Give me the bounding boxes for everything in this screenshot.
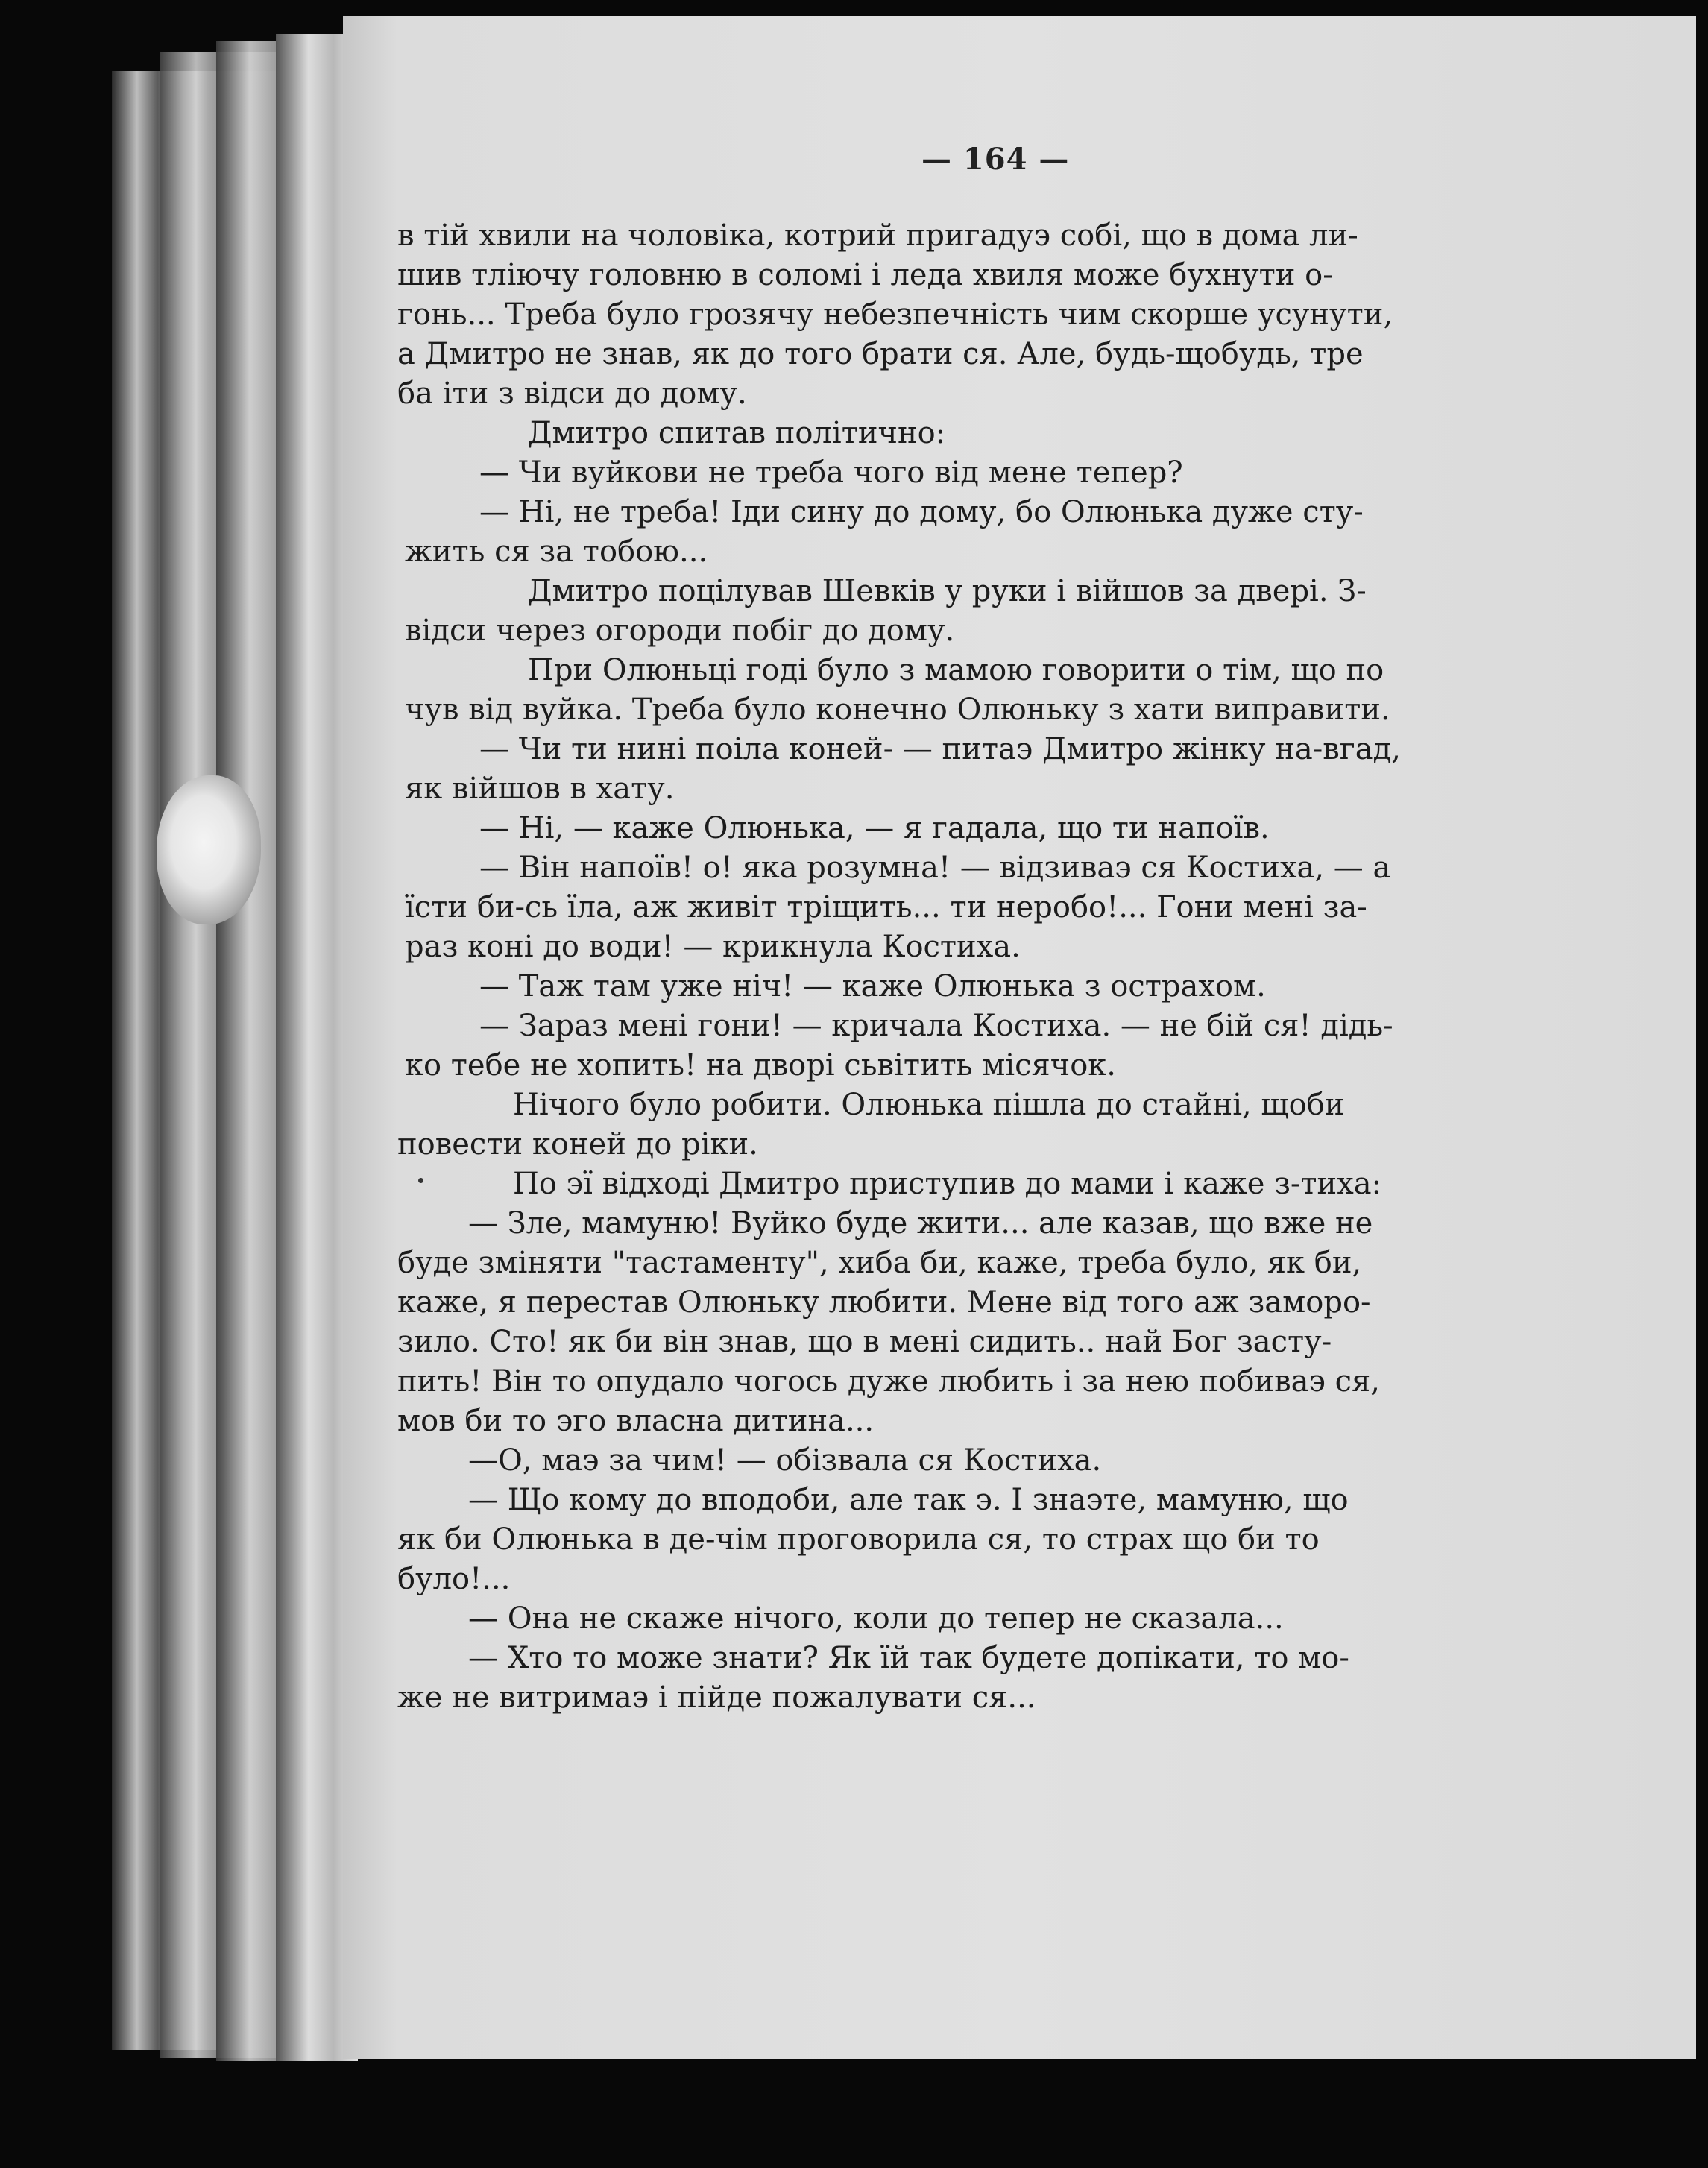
text-line: — Ні, не треба! Іди сину до дому, бо Олюнька дуже сту- [479,495,1364,529]
text-line: — Зле, мамуню! Вуйко буде жити... але казав, що вже не [468,1206,1373,1241]
text-line: в тій хвили на чоловіка, котрий пригадуэ собі, що в дома ли- [397,218,1358,253]
text-line: — Чи вуйкови не треба чого від мене тепер? [479,456,1183,490]
text-line: — Таж там уже ніч! — каже Олюнька з острахом. [479,969,1266,1003]
text-line: шив тлiючу головню в соломі і леда хвиля може бухнути о- [397,258,1333,292]
text-line: жить ся за тобою... [405,535,708,569]
text-line: раз коні до води! — крикнула Костиха. [405,930,1021,964]
text-line: — Хто то може знати? Як їй так будете допікати, то мо- [468,1641,1349,1675]
text-line: При Олюньці годі було з мамою говорити о тім, що по [528,653,1384,687]
text-line: Нічого було робити. Олюнька пішла до стайні, щоби [513,1088,1345,1122]
text-line: — Она не скаже нічого, коли до тепер не сказала... [468,1601,1284,1636]
page-number: — 164 — [921,142,1070,177]
text-line: ко тебе не хопить! на дворі сьвітить місячок. [405,1048,1117,1083]
text-line: як війшов в хату. [405,772,675,806]
text-line: Дмитро спитав політично: [528,416,946,450]
text-line: гонь... Треба було грозячу небезпечність чим скорше усунути, [397,297,1393,332]
body-text [397,216,1560,1718]
text-line: Дмитро поцілував Шевків у руки і війшов за двері. З- [528,574,1367,608]
text-line: По эї відході Дмитро приступив до мами і каже з-тиха: [513,1167,1382,1201]
text-line: пить! Він то опудало чогось дуже любить і за нею побиваэ ся, [397,1364,1380,1399]
text-line: же не витримаэ і пійде пожалувати ся... [397,1680,1036,1715]
text-line: буде зміняти "тастаменту", хиба би, каже, треба було, як би, [397,1246,1362,1280]
text-line: — Чи ти нині поіла коней- — питаэ Дмитро жінку на-вгад, [479,732,1401,766]
text-line: —О, маэ за чим! — обізвала ся Костиха. [468,1443,1102,1478]
text-line: було!... [397,1562,511,1596]
text-line: — Зараз мені гони! — кричала Костиха. — не бій ся! дідь- [479,1009,1393,1043]
text-line: їсти би-сь їла, аж живіт тріщить... ти неробо!... Гони мені за- [405,890,1367,924]
text-line: — Ні, — каже Олюнька, — я гадала, що ти напоїв. [479,811,1270,845]
text-line: ба іти з відси до дому. [397,376,747,411]
text-line: повести коней до ріки. [397,1127,758,1162]
text-line: а Дмитро не знав, як до того брати ся. Але, будь-щобудь, тре [397,337,1364,371]
text-line: як би Олюнька в де-чім проговорила ся, то страх що би то [397,1522,1320,1557]
text-line: каже, я перестав Олюньку любити. Мене від того аж заморо- [397,1285,1371,1320]
text-line: — Що кому до вподоби, але так э. І знаэте, мамуню, що [468,1483,1349,1517]
text-line: зило. Сто! як би він знав, що в мені сидить.. най Бог засту- [397,1325,1332,1359]
text-line: відси через огороди побіг до дому. [405,614,955,648]
text-line: чув від вуйка. Треба було конечно Олюньку з хати виправити. [405,693,1390,727]
text-line: мов би то эго власна дитина... [397,1404,875,1438]
binding-glare [157,775,261,924]
text-line: — Він напоїв! о! яка розумна! — відзиваэ ся Костиха, — а [479,851,1391,885]
